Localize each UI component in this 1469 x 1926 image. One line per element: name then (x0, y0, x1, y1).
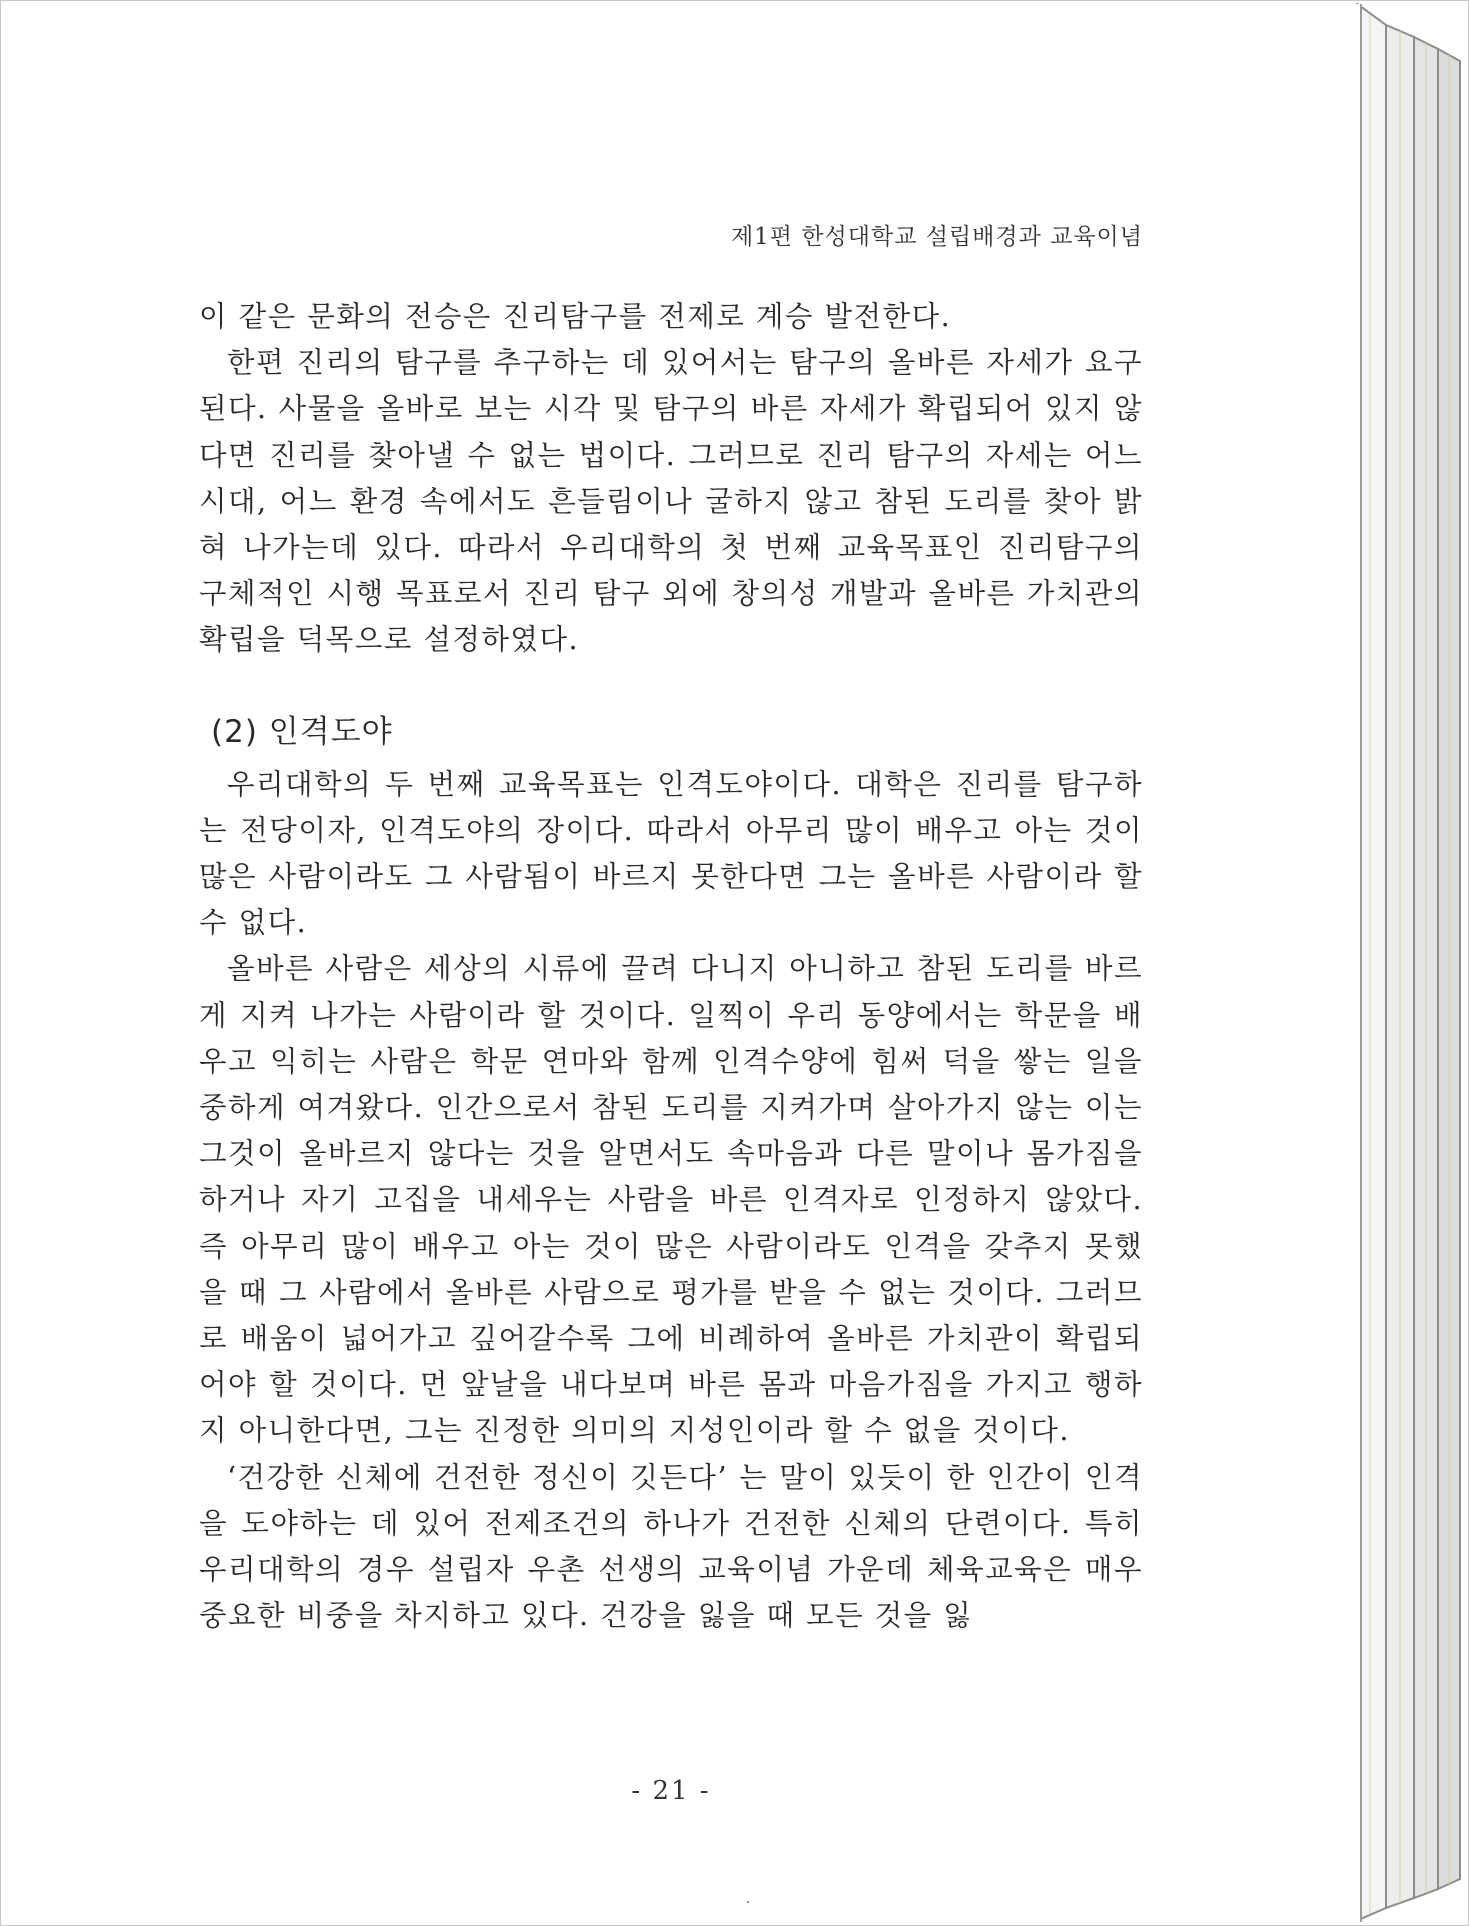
paragraph: 올바른 사람은 세상의 시류에 끌려 다니지 아니하고 참된 도리를 바르게 지켜 나가는 사람이라 할 것이다. 일찍이 우리 동양에서는 학문을 배우고 익히는 사람은 학문 연마와 함께 인격수양에 힘써 덕을 쌓는 일을 중하게 여겨왔다. 인간으로서 참된 도리를 지켜가며 살아가지 않는 이는 그것이 올바르지 않다는 것을 알면서도 속마음과 다른 말이나 몸가짐을 하거나 자기 고집을 내세우는 사람을 바른 인격자로 인정하지 않았다. 즉 아무리 많이 배우고 아는 것이 많은 사람이라도 인격을 갖추지 못했을 때 그 사람에서 올바른 사람으로 평가를 받을 수 없는 것이다. 그러므로 배움이 넓어가고 깊어갈수록 그에 비례하여 올바른 가치관이 확립되어야 할 것이다. 먼 앞날을 내다보며 바른 몸과 마음가짐을 가지고 행하지 아니한다면, 그는 진정한 의미의 지성인이라 할 수 없을 것이다. (199, 952, 1143, 1448)
page-stack-edges (1356, 3, 1466, 1923)
paragraph: 한편 진리의 탐구를 추구하는 데 있어서는 탐구의 올바른 자세가 요구된다. 사물을 올바로 보는 시각 및 탐구의 바른 자세가 확립되어 있지 않다면 진리를 찾아낼 수 없는 법이다. 그러므로 진리 탐구의 자세는 어느 시대, 어느 환경 속에서도 흔들림이나 굴하지 않고 참된 도리를 찾아 밝혀 나가는데 있다. 따라서 우리대학의 첫 번째 교육목표인 진리탐구의 구체적인 시행 목표로서 진리 탐구 외에 창의성 개발과 올바른 가치관의 확립을 덕목으로 설정하였다. (199, 346, 1143, 657)
running-header: 제1편 한성대학교 설립배경과 교육이념 (730, 224, 1143, 250)
page-number: - 21 - (631, 1776, 711, 1806)
paragraph: ‘건강한 신체에 건전한 정신이 깃든다’ 는 말이 있듯이 한 인간이 인격을 도야하는 데 있어 전제조건의 하나가 건전한 신체의 단련이다. 특히 우리대학의 경우 설립자 우촌 선생의 교육이념 가운데 체육교육은 매우 중요한 비중을 차지하고 있다. 건강을 잃을 때 모든 것을 잃 (199, 1460, 1143, 1633)
body-text (199, 294, 1143, 1639)
paragraph: 이 같은 문화의 전승은 진리탐구를 전제로 계승 발전한다. (199, 300, 952, 333)
paragraph: 우리대학의 두 번째 교육목표는 인격도야이다. 대학은 진리를 탐구하는 전당이자, 인격도야의 장이다. 따라서 아무리 많이 배우고 아는 것이 많은 사람이라도 그 사람됨이 바르지 못한다면 그는 올바른 사람이라 할 수 없다. (199, 767, 1143, 940)
scan-speck (747, 1901, 749, 1903)
book-page (4, 4, 1362, 1922)
section-heading: (2) 인격도야 (211, 713, 393, 750)
